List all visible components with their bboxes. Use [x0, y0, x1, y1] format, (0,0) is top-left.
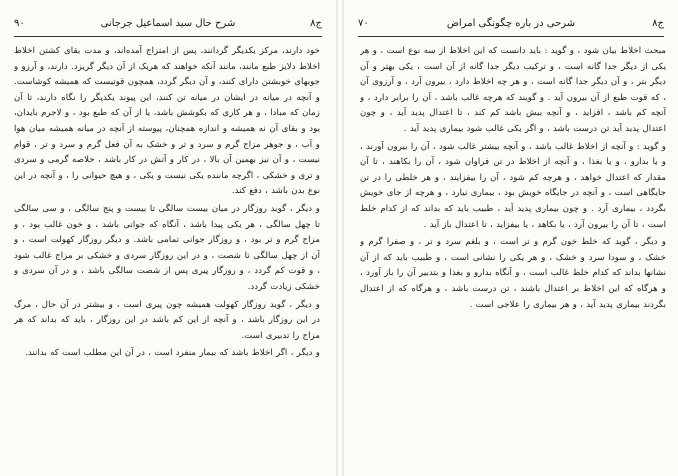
left-paragraph-2: و دیگر ، گوید روزگار در میان بیست سالگی تا بیست و پنج سالگی ، و سی سالگی تا چهل سالگی ، هر یکی پیدا باشد ، آنگاه که جوانی باشد ، و خون غالب بود ، و مزاج گرم و تر بود ، و روزگار جوانی تمامی باشد. و دیگر روزگار کهولت است ، و آن از چهل سالگی تا شصت ، و در این روزگار سردی و خشکی بر مزاج غالب شود ، و قوت کم گردد ، و روزگار پیری پس از شصت سالگی باشد ، و در آن سردی و خشکی زیادت گردد. — [14, 203, 320, 292]
left-paragraph-1: خود دارند، مرکز یکدیگر گردانند، پس از امتزاج آمده‌اند، و مدت بقای کشتن اخلاط اخلاط دلایز طبع مانند، مانند آنکه خواهند که هریک از آن دیگر گریزد. دارند، و آرزو و جوبهای خوبشتن دارای کنند، و آن دیگر گردد، همچون قوتیست که همیشه کوشاست. و آنچه در میانه در ایشان در میانه تن کنند، این پیوند یکدیگر را نگاه دارند، تا آن زمان که مبادا ، و هر کاری که بکوشش باشد، یا از آن که طبع بود ، و لاجرم بایدان، بود و بقای آن نه همیشه و اندازه همچنان، پیوسته از آنچه در میانه همیشه میان هوا و آب ، و جوهر مزاج گرم و سرد و تر و خشک به آن فعل گرم و سرد و تر ، قوام نیست ، و آن نیز بهمین آن بالا ، در کار و آتش در کار باشد ، خلاصه گرمی و سردی و تری و خشکی ، اگرچه ماننده یکی نیست و یکی ، و هیچ حیوانی را ، و آنچه در این نوع بدن باشد ، دفع کند. — [14, 46, 320, 197]
right-paragraph-2: و گوید : و آنچه از اخلاط غالب باشد ، و آنچه بیشتر غالب شود ، آن را بیرون آورند ، و یا بدارو ، و یا بغذا ، و آنچه از اخلاط در تن فراوان شود ، آن را بکاهند ، تا آن مقدار که اعتدال خواهد ، و هرچه کم شود ، آن را بیفزایند ، و هر خلطی را در تن جایگاهی است ، و آنچه در جایگاه خویش بود ، بیماری نیارد ، و هرچه از جای خویش بگردد ، بیماری آرد . و چون بیماری پدید آید ، طبیب باید که بداند که از کدام خلط است ، تا آن را بیرون آرد ، یا بکاهد ، یا بیفزاید ، تا اعتدال باز آید . — [360, 141, 666, 230]
book-gutter — [336, 0, 344, 476]
right-header-rule — [358, 36, 664, 37]
right-page-body — [360, 44, 666, 468]
right-page — [344, 0, 678, 476]
left-page — [0, 0, 336, 476]
left-page-number: ۹۰ — [14, 18, 25, 29]
right-page-number: ۷۰ — [358, 18, 369, 29]
right-volume-mark: ج۸ — [652, 18, 664, 29]
left-paragraph-4: و دیگر ، اگر اخلاط باشد که بیمار منفرد است ، در آن این مطلب است که بدانند. — [25, 348, 320, 359]
right-paragraph-1: مبحث اخلاط بیان شود ، و گوید : باید دانست که این اخلاط از سه نوع است ، و هر یکی از دیگر جدا گانه است ، و ترکیب دیگر جدا گانه از آن است ، یکی بهتر و آن دیگر بتر ، و آن دیگر جدا گانه است ، و هر چه اخلاط دارد ، بیرون آرد ، و آرزوی آن ، که قوت طبع از آن بیرون آید . و گویند که هرچه غالب باشد ، آن را برابر دارد ، و آنچه کم باشد ، افزاید ، و آنچه بیش باشد کم کند ، تا اعتدال پدید آید ، و چون اعتدال پدید آید تن درست باشد ، و اگر یکی غالب شود بیماری پدید آید . — [360, 46, 666, 134]
left-paragraph-3: و دیگر ، گوید روزگار کهولت همیشه چون پیری است ، و بیشتر در آن حال ، مرگ در این روزگار باشد ، و آنچه از این کم باشد در این روزگار ، باید که بداند که هر مزاج را تدبیری است. — [14, 299, 320, 341]
left-running-title: شرح حال سید اسماعیل جرجانی — [100, 18, 236, 29]
left-page-header — [14, 18, 322, 34]
right-page-header — [358, 18, 664, 34]
left-volume-mark: ج۸ — [310, 18, 322, 29]
right-paragraph-3: و دیگر ، گوید که خلط خون گرم و تر است ، و بلغم سرد و تر ، و صفرا گرم و خشک ، و سودا سرد و خشک ، و هر یکی را نشانی است ، و طبیب باید که از آن نشانها بداند که کدام خلط غالب است ، و آنگاه بدارو و بغذا و بتدبیر آن را باز آورد ، و هرگاه که این اخلاط بر اعتدال باشند ، تن درست باشد ، و هرگاه که از اعتدال بگردند بیماری پدید آید ، و هر بیماری را علاجی است . — [360, 237, 666, 310]
right-running-title: شرحی در باره چگونگی امراض — [446, 18, 576, 29]
left-header-rule — [14, 36, 322, 37]
left-page-body — [14, 44, 320, 468]
